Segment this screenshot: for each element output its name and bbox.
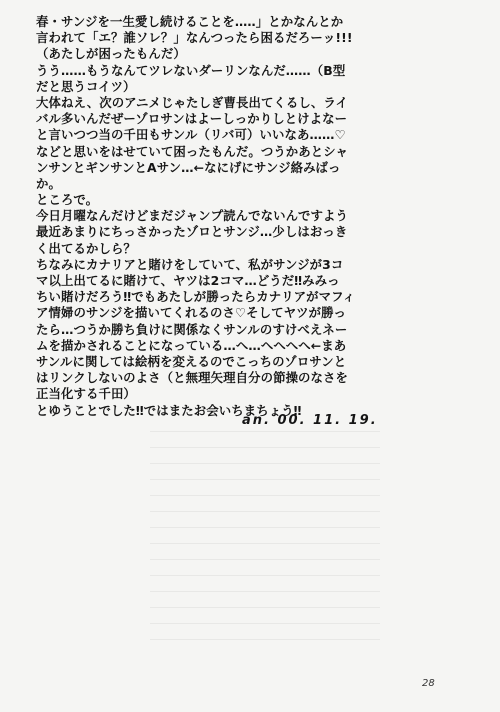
text-line: ちい賭けだろう‼でもあたしが勝ったらカナリアがマフィ	[36, 289, 356, 305]
text-line: 最近あまりにちっさかったゾロとサンジ…少しはおっき	[36, 224, 348, 240]
text-line: 正当化する千田）	[36, 386, 136, 402]
text-line: ちなみにカナリアと賭けをしていて、私がサンジが3コ	[36, 256, 344, 272]
text-line: マ以上出てるに賭けて、ヤツは2コマ…どうだ‼みみっ	[36, 273, 340, 288]
text-line: 大体ねえ、次のアニメじゃたしぎ曹長出てくるし、ライ	[36, 94, 349, 110]
text-line: 言われて「エ？誰ソレ？」なんつったら困るだろーッ!!!	[36, 30, 353, 46]
text-line: ムを描かされることになっている…へ…へへへへ←まあ	[36, 337, 347, 353]
text-line: サンルに関しては絵柄を変えるのでこっちのゾロサンと	[36, 353, 347, 369]
text-line: 今日月曜なんだけどまだジャンプ読んでないんですよう	[36, 208, 349, 224]
text-line: か。	[36, 175, 61, 191]
show-through-texture	[150, 430, 380, 640]
date-signature: an. 00. 11. 19.	[242, 413, 378, 428]
text-line: バル多いんだぜーゾロサンはよーしっかりしとけよなー	[36, 111, 348, 127]
text-line: だと思うコイツ）	[36, 78, 136, 94]
text-line: うう……もうなんてツレないダーリンなんだ……（B型	[36, 62, 346, 78]
afterword-text-block	[36, 14, 466, 419]
text-line: ところで。	[36, 192, 99, 208]
text-line: 春・サンジを一生愛し続けることを…‥」とかなんとか	[36, 14, 344, 29]
text-line: ンサンとギンサンとAサン…←なにげにサンジ絡みばっ	[36, 159, 341, 175]
text-line: く出てるかしら？	[36, 240, 136, 256]
text-line: （あたしが困ったもんだ）	[36, 46, 186, 62]
text-line: はリンクしないのよさ（と無理矢理自分の節操のなさを	[36, 370, 349, 386]
text-line: とゆうことでした‼ではまたお会いちまちょう‼	[36, 402, 302, 418]
text-line: などと思いをはせていて困ったもんだ。つうかあとシャ	[36, 143, 349, 159]
text-line: と言いつつ当の千田もサンル（リバ可）いいなあ……♡	[36, 127, 346, 143]
text-line: ア情婦のサンジを描いてくれるのさ♡そしてヤツが勝っ	[36, 305, 347, 321]
text-line: たら…つうか勝ち負けに関係なくサンルのすけべえネー	[36, 321, 348, 337]
page-number: 28	[422, 678, 435, 689]
